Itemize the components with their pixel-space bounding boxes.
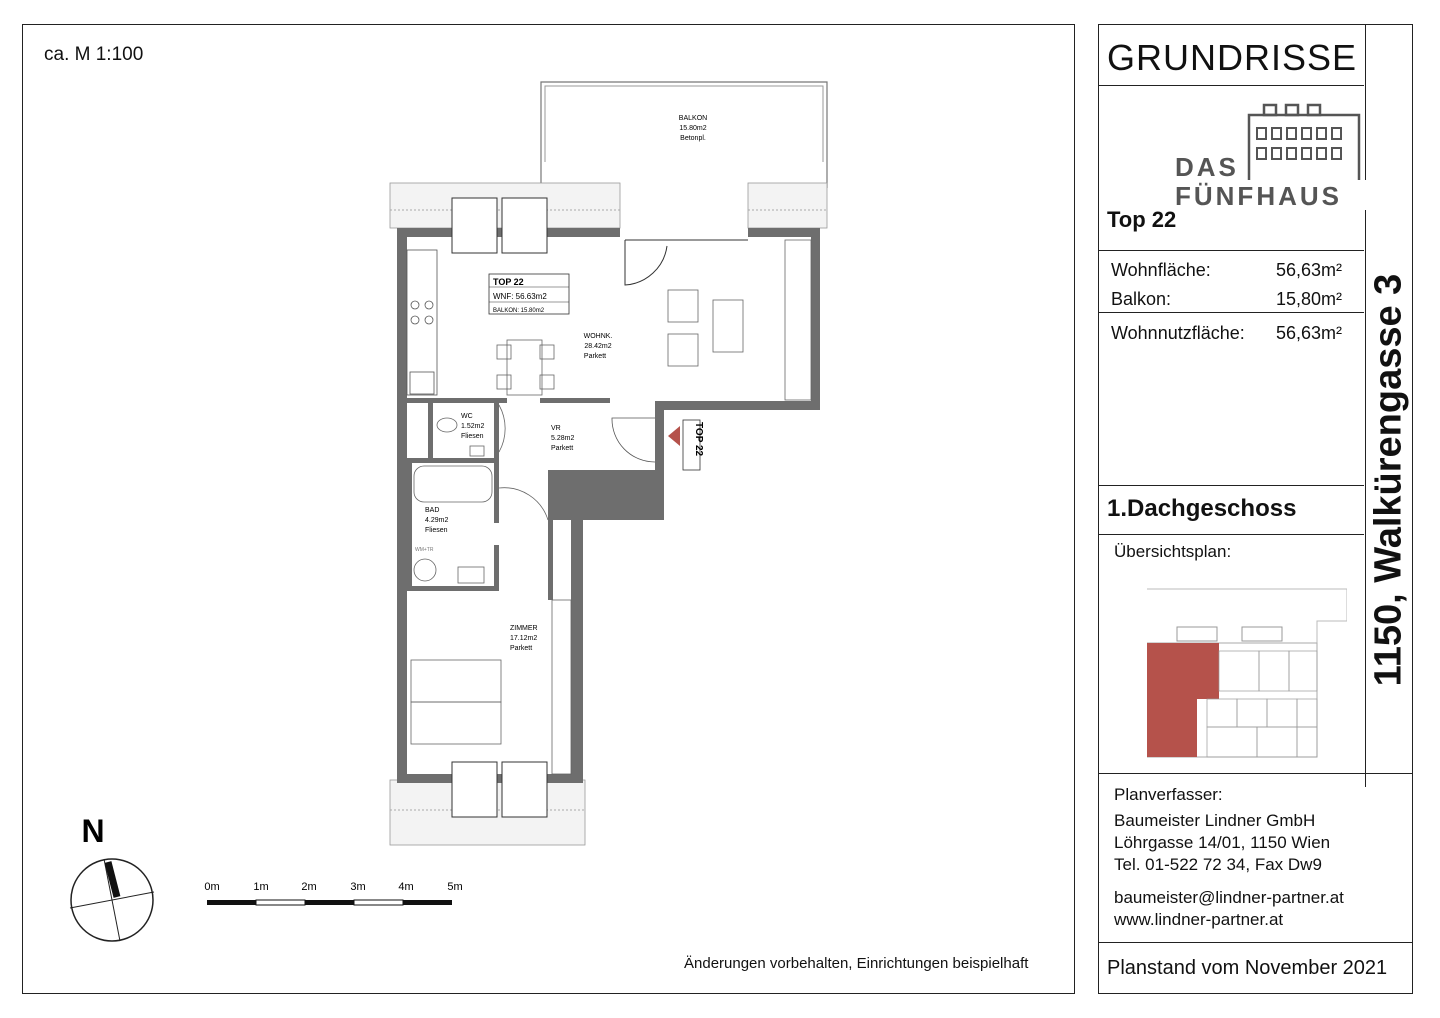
room-vr-name: VR <box>551 425 561 432</box>
room-bad-floor: Fliesen <box>425 527 448 534</box>
contact-email[interactable]: baumeister@lindner-partner.at <box>1114 888 1344 907</box>
entrance-tag-box <box>683 420 704 470</box>
logo <box>1169 100 1369 210</box>
divider-author <box>1099 942 1412 943</box>
room-zimmer-area: 17.12m2 <box>510 635 538 642</box>
wm-label: WM+TR <box>415 547 434 553</box>
disclaimer: Änderungen vorbehalten, Einrichtungen beispielhaft <box>684 955 1029 972</box>
north-label: N <box>81 813 105 849</box>
row-label-wohnflaeche: Wohnfläche: <box>1111 260 1211 280</box>
room-zimmer-floor: Parkett <box>510 645 533 652</box>
room-vr-area: 5.28m2 <box>551 435 575 442</box>
author-block <box>1114 784 1330 876</box>
divider-overview <box>1099 773 1412 774</box>
logo-line1: DAS <box>1175 152 1239 182</box>
label-top: TOP 22 <box>493 277 524 287</box>
contact-website[interactable]: www.lindner-partner.at <box>1114 910 1284 929</box>
author-heading: Planverfasser: <box>1114 785 1223 804</box>
row-value-balkon: 15,80m² <box>1275 289 1342 309</box>
author-line-2: Löhrgasse 14/01, 1150 Wien <box>1114 833 1331 852</box>
bedroom-furniture <box>411 600 571 774</box>
scale-bar <box>204 881 462 905</box>
overview-map <box>1147 581 1347 761</box>
room-wohnk-name: WOHNK. <box>583 333 613 340</box>
room-balkon-area: 15.80m2 <box>679 125 707 132</box>
divider-logo <box>1099 250 1364 251</box>
label-wnf: WNF: 56.63m2 <box>493 292 547 301</box>
scale-tick-4: 4m <box>398 881 414 893</box>
contact-block <box>1114 887 1344 931</box>
scale-tick-5: 5m <box>447 881 463 893</box>
entrance-arrow <box>668 426 680 446</box>
balcony-door <box>625 240 748 285</box>
room-vr-floor: Parkett <box>551 445 574 452</box>
room-wc-floor: Fliesen <box>461 433 484 440</box>
living-furniture <box>668 240 811 400</box>
apartment-label <box>489 274 569 314</box>
room-wohnk-area: 28.42m2 <box>584 343 612 350</box>
dining-table <box>497 340 554 395</box>
room-wc-name: WC <box>461 413 473 420</box>
author-line-1: Baumeister Lindner GmbH <box>1114 811 1316 830</box>
entrance-tag: TOP 22 <box>693 422 704 457</box>
logo-line2: FÜNFHAUS <box>1175 181 1342 210</box>
row-value-wohnnutz: 56,63m² <box>1275 323 1342 343</box>
overview-label: Übersichtsplan: <box>1114 542 1232 561</box>
plan-date: Planstand vom November 2021 <box>1107 957 1388 979</box>
bath-fixtures <box>414 466 548 583</box>
divider-floor <box>1099 534 1364 535</box>
author-line-3: Tel. 01-522 72 34, Fax Dw9 <box>1114 855 1322 874</box>
divider-area <box>1099 485 1364 486</box>
floor-label: 1.Dachgeschoss <box>1107 495 1297 522</box>
unit-label: Top 22 <box>1107 207 1177 232</box>
north-arrow <box>70 813 154 941</box>
kitchen <box>407 250 437 395</box>
scale-tick-2: 2m <box>301 881 317 893</box>
highlighted-unit <box>1147 643 1219 757</box>
address-vertical <box>1366 250 1412 710</box>
sheet-title: GRUNDRISSE <box>1107 37 1358 78</box>
divider-title <box>1099 85 1364 86</box>
room-bad-area: 4.29m2 <box>425 517 449 524</box>
row-label-wohnnutz: Wohnnutzfläche: <box>1111 323 1245 343</box>
room-wohnk-floor: Parkett <box>583 353 607 360</box>
scale-tick-0: 0m <box>204 881 220 893</box>
balcony <box>541 82 827 188</box>
room-wc-area: 1.52m2 <box>461 423 485 430</box>
row-label-balkon: Balkon: <box>1111 289 1172 309</box>
scale-tick-3: 3m <box>350 881 366 893</box>
row-value-wohnflaeche: 56,63m² <box>1275 260 1342 280</box>
room-balkon-name: BALKON <box>678 115 708 122</box>
scale-note: ca. M 1:100 <box>44 44 144 65</box>
room-balkon-floor: Betonpl. <box>680 135 706 142</box>
scale-tick-1: 1m <box>253 881 269 893</box>
room-zimmer-name: ZIMMER <box>510 625 538 632</box>
label-balkon: BALKON: 15.80m2 <box>493 308 545 314</box>
address-text: 1150, Walkürengasse 3 <box>1367 273 1410 687</box>
walls <box>397 228 820 783</box>
room-bad-name: BAD <box>425 507 440 514</box>
entrance-door <box>612 418 655 462</box>
divider-row <box>1099 312 1364 313</box>
